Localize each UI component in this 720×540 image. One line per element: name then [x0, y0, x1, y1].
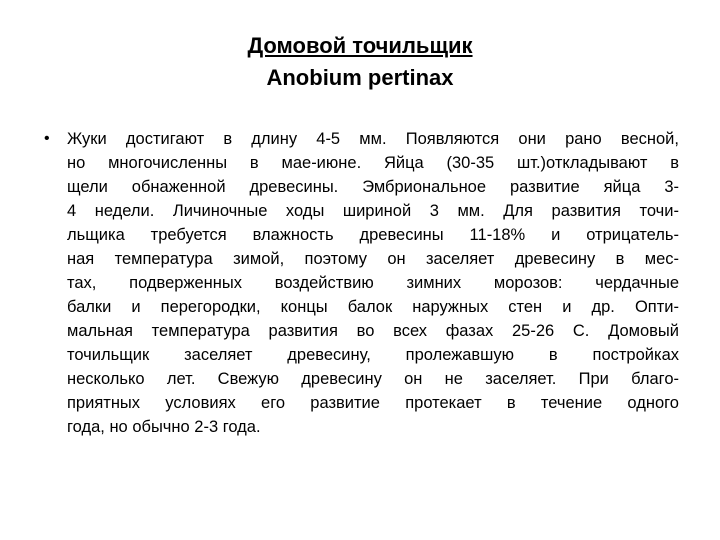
- paragraph-line: щели обнаженной древесины. Эмбриональное развитие яйца 3-: [67, 178, 679, 196]
- title-block: [0, 30, 720, 94]
- paragraph-line: 4 недели. Личиночные ходы шириной 3 мм. Для развития точи-: [67, 202, 679, 220]
- paragraph-line: мальная температура развития во всех фазах 25-26 С. Домовый: [67, 322, 679, 340]
- paragraph-line: приятных условиях его развитие протекает в течение одного: [67, 394, 679, 412]
- content-body: [44, 127, 684, 439]
- paragraph-line: ная температура зимой, поэтому он заселяет древесину в мес-: [67, 250, 679, 268]
- paragraph-line: Жуки достигают в длину 4-5 мм. Появляются они рано весной,: [67, 130, 679, 148]
- paragraph-line: несколько лет. Свежую древесину он не заселяет. При благо-: [67, 370, 679, 388]
- title-latin-name: Anobium pertinax: [266, 65, 454, 90]
- body-paragraph: [67, 127, 679, 439]
- paragraph-line: года, но обычно 2-3 года.: [67, 418, 261, 436]
- bullet-marker: •: [44, 130, 50, 147]
- paragraph-line: точильщик заселяет древесину, пролежавшую в постройках: [67, 346, 679, 364]
- paragraph-line: льщика требуется влажность древесины 11-18% и отрицатель-: [67, 226, 679, 244]
- title-common-name: Домовой точильщик: [247, 33, 473, 58]
- paragraph-line: тах, подверженных воздействию зимних морозов: чердачные: [67, 274, 679, 292]
- paragraph-line: балки и перегородки, концы балок наружных стен и др. Опти-: [67, 298, 679, 316]
- paragraph-line: но многочисленны в мае-июне. Яйца (30-35 шт.)откладывают в: [67, 154, 679, 172]
